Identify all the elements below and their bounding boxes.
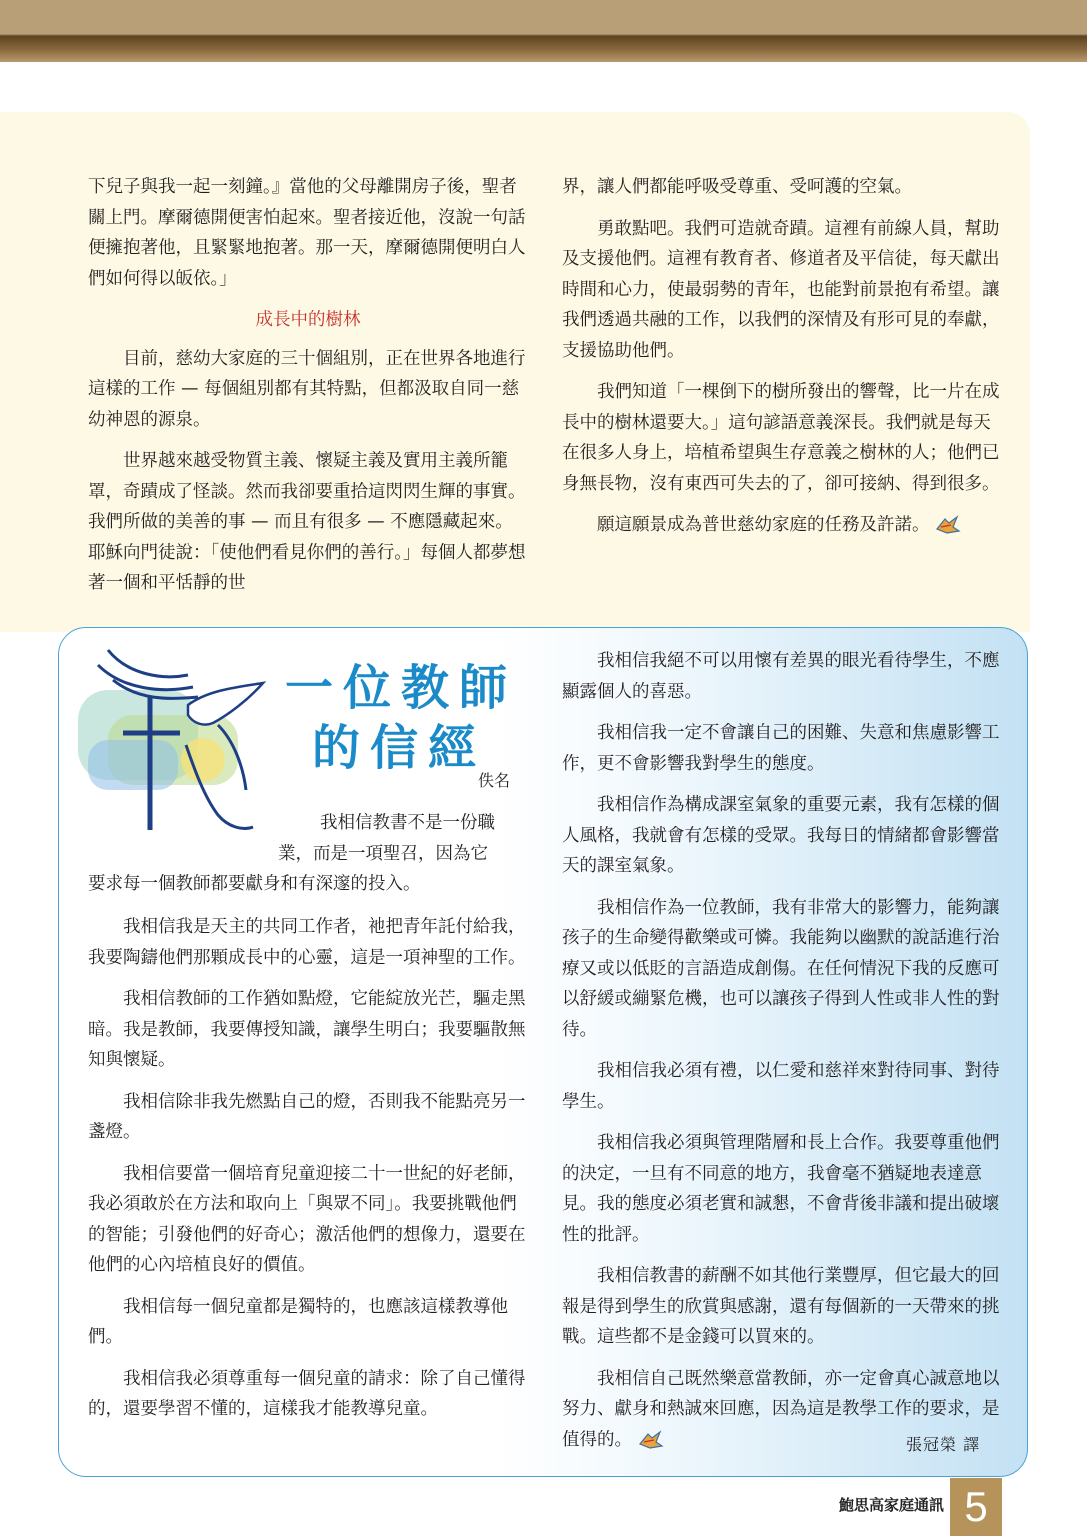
- paragraph: 我相信我必須與管理階層和長上合作。我要尊重他們的決定，一旦有不同意的地方，我會毫不猶疑地表達意見。我的態度必須老實和誠懇，不會背後非議和提出破壞性的批評。: [562, 1133, 1000, 1245]
- top-left-column: [88, 172, 528, 610]
- paragraph: 我相信我一定不會讓自己的困難、失意和焦慮影響工作，更不會影響我對學生的態度。: [562, 723, 1000, 774]
- paragraph: 我相信教師的工作猶如點燈，它能綻放光芒，驅走黑暗。我是教師，我要傳授知識，讓學生明白；我要驅散無知與懷疑。: [88, 989, 526, 1070]
- creed-left-column: [88, 912, 528, 1436]
- page-number: 5: [964, 1483, 988, 1530]
- paragraph: 世界越來越受物質主義、懷疑主義及實用主義所籠罩，奇蹟成了怪談。然而我卻要重拾這閃閃生輝的事實。我們所做的美善的事 — 而且有很多 — 不應隱藏起來。耶穌向門徒說：「使他們看見你們的善行。」每個人都夢想著一個和平恬靜的世: [88, 451, 526, 593]
- closing-line: 我相信自己既然樂意當教師，亦一定會真心誠意地以努力、獻身和熱誠來回應，因為這是教學工作的要求，是值得的。: [562, 1368, 1000, 1450]
- paragraph: 界，讓人們都能呼吸受尊重、受呵護的空氣。: [562, 177, 912, 197]
- paragraph: 我相信每一個兒童都是獨特的，也應該這樣教導他們。: [88, 1296, 508, 1347]
- paragraph: 我相信我絕不可以用懷有差異的眼光看待學生，不應顯露個人的喜惡。: [562, 651, 1000, 702]
- paragraph: 我相信我必須有禮，以仁愛和慈祥來對待同事、對待學生。: [562, 1061, 1000, 1112]
- paragraph: 勇敢點吧。我們可造就奇蹟。這裡有前線人員，幫助及支援他們。這裡有教育者、修道者及平信徒，每天獻出時間和心力，使最弱勢的青年，也能對前景抱有希望。讓我們透過共融的工作，以我們的深情及有形可見的奉獻，支援協助他們。: [562, 218, 1000, 361]
- translator-credit: 張冠榮 譯: [906, 1435, 981, 1454]
- paragraph: 我相信要當一個培育兒童迎接二十一世紀的好老師，我必須敢於在方法和取向上「與眾不同」。我要挑戰他們的智能；引發他們的好奇心；激活他們的想像力，還要在他們的心內培植良好的價值。: [88, 1163, 526, 1275]
- paragraph: 我們知道「一棵倒下的樹所發出的響聲，比一片在成長中的樹林還要大。」這句諺語意義深長。我們就是每天在很多人身上，培植希望與生存意義之樹林的人；他們已身無長物，沒有東西可失去的了，卻可接納、得到很多。: [562, 382, 1000, 494]
- paragraph: 我相信作為構成課室氣象的重要元素，我有怎樣的個人風格，我就會有怎樣的受眾。我每日的情緒都會影響當天的課室氣象。: [562, 795, 1000, 876]
- paragraph: [562, 510, 1002, 541]
- author: 佚名: [478, 771, 511, 790]
- header-band: [0, 0, 1087, 62]
- intro-line: 要求每一個教師都要獻身和有深邃的投入。: [88, 874, 421, 894]
- creed-intro: [88, 808, 528, 900]
- creed-right-column: [562, 646, 1002, 1466]
- paragraph: 我相信我是天主的共同工作者，祂把青年託付給我，我要陶鑄他們那顆成長中的心靈，這是一項神聖的工作。: [88, 917, 526, 968]
- end-mark-icon: [935, 515, 961, 535]
- top-right-column: [562, 172, 1002, 552]
- paragraph: 我相信我必須尊重每一個兒童的請求：除了自己懂得的，還要學習不懂的，這樣我才能教導兒童。: [88, 1368, 526, 1419]
- article-title-line1: 一位教師: [285, 660, 518, 716]
- article-title-line2: 的信經: [312, 720, 487, 776]
- closing-line: 願這願景成為普世慈幼家庭的任務及許諾。: [597, 515, 930, 535]
- paragraph: 目前，慈幼大家庭的三十個組別，正在世界各地進行這樣的工作 — 每個組別都有其特點，但都汲取自同一慈幼神恩的源泉。: [88, 348, 526, 430]
- section-heading: 成長中的樹林: [255, 310, 361, 330]
- paragraph: 下兒子與我一起一刻鐘。』當他的父母離開房子後，聖者關上門。摩爾德開便害怕起來。聖者接近他，沒說一句話便擁抱著他，且緊緊地抱著。那一天，摩爾德開便明白人們如何得以皈依。」: [88, 177, 526, 289]
- paragraph: 我相信作為一位教師，我有非常大的影響力，能夠讓孩子的生命變得歡樂或可憐。我能夠以幽默的說話進行治療又或以低貶的言語造成創傷。在任何情況下我的反應可以舒緩或繃緊危機，也可以讓孩子得到人性或非人性的對待。: [562, 897, 1000, 1040]
- paragraph: 我相信除非我先燃點自己的燈，否則我不能點亮另一盞燈。: [88, 1091, 526, 1142]
- intro-line: 業，而是一項聖召，因為它: [278, 843, 488, 864]
- paragraph: 我相信教書的薪酬不如其他行業豐厚，但它最大的回報是得到學生的欣賞與感謝，還有每個新的一天帶來的挑戰。這些都不是金錢可以買來的。: [562, 1266, 1000, 1347]
- intro-line: 我相信教書不是一份職: [320, 813, 495, 833]
- end-mark-icon: [638, 1430, 664, 1450]
- publication-name: 鮑思高家庭通訊: [839, 1496, 945, 1514]
